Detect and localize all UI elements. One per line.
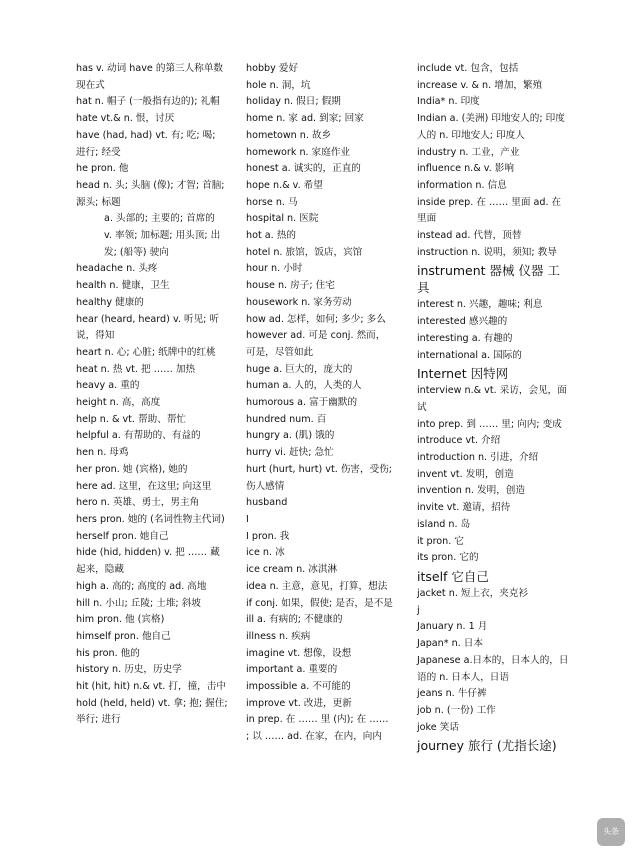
- word-entry: include vt. 包含，包括: [417, 63, 519, 74]
- word-entry: heavy a. 重的: [76, 380, 140, 392]
- word-entry: v. 率领; 加标题; 用头顶; 出发; (船等) 驶向: [104, 230, 221, 258]
- word-entry: Indian a. (美洲) 印地安人的; 印度人的 n. 印地安人; 印度人: [417, 113, 565, 141]
- word-entry: Japan* n. 日本: [417, 638, 483, 650]
- word-entry: herself pron. 她自己: [76, 530, 169, 542]
- word-entry: important a. 重要的: [246, 664, 338, 676]
- word-entry: January n. 1 月: [417, 621, 488, 633]
- word-entry: introduce vt. 介绍: [417, 435, 501, 447]
- word-entry: I pron. 我: [246, 530, 290, 542]
- word-entry: humorous a. 富于幽默的: [246, 397, 358, 409]
- word-entry: healthy 健康的: [76, 296, 144, 308]
- word-entry: inside prep. 在 …… 里面 ad. 在里面: [417, 196, 562, 225]
- word-entry: influence n.& v. 影响: [417, 163, 514, 175]
- word-entry: homework n. 家庭作业: [246, 146, 351, 158]
- word-entry: if conj. 如果，假使; 是否，是不是: [246, 597, 393, 609]
- word-entry: hat n. 帽子 (一般指有边的); 礼帽: [76, 96, 220, 108]
- word-entry: invent vt. 发明，创造: [417, 468, 514, 480]
- word-entry: how ad. 怎样，如何; 多少; 多么: [246, 313, 386, 325]
- word-entry: job n. (一份) 工作: [417, 704, 496, 716]
- word-entry: has v. 动词 have 的第三人称单数现在式: [76, 63, 224, 91]
- word-entry: ill a. 有病的; 不健康的: [246, 614, 343, 626]
- word-entry: hear (heard, heard) v. 听见; 听说，得知: [76, 313, 220, 342]
- word-entry: himself pron. 他自己: [76, 630, 171, 642]
- word-entry: heat n. 热 vt. 把 …… 加热: [76, 363, 196, 375]
- word-entry: itself 它自己: [417, 568, 489, 584]
- word-entry: housework n. 家务劳动: [246, 296, 352, 308]
- watermark-logo: 头条: [597, 818, 625, 846]
- word-entry: house n. 房子; 住宅: [246, 280, 335, 292]
- word-entry: hit (hit, hit) n.& vt. 打，撞，击中: [76, 681, 226, 693]
- word-entry: huge a. 巨大的，庞大的: [246, 363, 353, 375]
- word-entry: horse n. 马: [246, 196, 298, 208]
- word-entry: island n. 岛: [417, 518, 471, 530]
- word-entry: hurry vi. 赶快; 急忙: [246, 447, 334, 459]
- word-column-3: [417, 61, 569, 755]
- word-entry: hobby 爱好: [246, 63, 299, 74]
- word-entry: increase v. & n. 增加，繁殖: [417, 79, 543, 91]
- word-entry: his pron. 他的: [76, 647, 140, 659]
- word-entry: husband: [246, 497, 288, 509]
- word-entry: height n. 高，高度: [76, 397, 161, 409]
- word-entry: hospital n. 医院: [246, 213, 319, 225]
- word-entry: hold (held, held) vt. 拿; 抱; 握住; 举行; 进行: [76, 697, 228, 726]
- word-entry: her pron. 她 (宾格), 她的: [76, 463, 188, 475]
- word-entry: history n. 历史，历史学: [76, 664, 182, 676]
- word-entry: hot a. 热的: [246, 230, 296, 242]
- word-entry: international a. 国际的: [417, 349, 522, 361]
- word-entry: interested 感兴趣的: [417, 316, 508, 328]
- word-entry: hen n. 母鸡: [76, 447, 129, 459]
- word-entry: instruction n. 说明，须知; 教导: [417, 246, 557, 258]
- word-entry: jeans n. 牛仔裤: [417, 688, 487, 700]
- word-entry: holiday n. 假日; 假期: [246, 96, 341, 108]
- word-entry: instead ad. 代替，顶替: [417, 230, 522, 242]
- word-entry: honest a. 诚实的，正直的: [246, 163, 361, 175]
- word-entry: introduction n. 引进，介绍: [417, 452, 539, 464]
- word-entry: hometown n. 故乡: [246, 129, 332, 141]
- word-entry: hungry a. (肌) 饿的: [246, 430, 335, 442]
- word-entry: information n. 信息: [417, 179, 507, 191]
- word-entry: improve vt. 改进，更新: [246, 697, 352, 709]
- word-entry: interest n. 兴趣，趣味; 利息: [417, 299, 543, 311]
- word-entry: helpful a. 有帮助的、有益的: [76, 430, 201, 442]
- word-entry: interesting a. 有趣的: [417, 332, 513, 344]
- word-column-1: [76, 61, 228, 729]
- word-entry: hour n. 小时: [246, 263, 303, 275]
- word-entry: he pron. 他: [76, 163, 129, 175]
- word-entry: j: [417, 604, 420, 616]
- word-entry: industry n. 工业，产业: [417, 146, 520, 158]
- word-entry: however ad. 可是 conj. 然而，可是，尽管如此: [246, 330, 386, 358]
- word-entry: journey 旅行 (尤指长途): [417, 738, 557, 754]
- word-entry: idea n. 主意，意见，打算，想法: [246, 580, 388, 592]
- word-entry: ice n. 冰: [246, 547, 285, 559]
- word-entry: him pron. 他 (宾格): [76, 614, 165, 626]
- word-entry: jacket n. 短上衣，夹克衫: [417, 587, 529, 599]
- word-entry: Japanese a.日本的，日本人的，日语的 n. 日本人，日语: [417, 654, 569, 683]
- word-entry: India* n. 印度: [417, 96, 480, 108]
- word-entry: it pron. 它: [417, 535, 464, 547]
- word-entry: hero n. 英雄、勇士，男主角: [76, 497, 200, 509]
- word-entry: hundred num. 百: [246, 413, 327, 425]
- word-entry: hill n. 小山; 丘陵; 土堆; 斜坡: [76, 597, 201, 609]
- word-entry: imagine vt. 想像，设想: [246, 647, 352, 659]
- word-entry: in prep. 在 …… 里 (内); 在 …… ; 以 …… ad. 在家，在内，向内: [246, 714, 389, 743]
- word-entry: help n. & vt. 帮助、帮忙: [76, 413, 187, 425]
- word-entry: instrument 器械 仪器 工具: [417, 263, 560, 296]
- word-entry: invention n. 发明，创造: [417, 485, 525, 497]
- word-entry: headache n. 头疼: [76, 263, 158, 275]
- word-entry: hate vt.& n. 恨，讨厌: [76, 113, 175, 125]
- word-entry: heart n. 心; 心脏; 纸牌中的红桃: [76, 346, 216, 358]
- word-entry: hers pron. 她的 (名词性物主代词): [76, 513, 225, 525]
- word-entry: human a. 人的，人类的人: [246, 380, 362, 392]
- word-entry: invite vt. 邀请，招待: [417, 502, 511, 514]
- word-entry: Internet 因特网: [417, 366, 509, 382]
- word-entry: impossible a. 不可能的: [246, 681, 351, 693]
- word-entry: hole n. 洞，坑: [246, 79, 311, 91]
- word-entry: I: [246, 513, 249, 525]
- word-entry: ice cream n. 冰淇淋: [246, 564, 338, 576]
- word-entry: hurt (hurt, hurt) vt. 伤害，受伤; 伤人感情: [246, 463, 393, 492]
- word-entry: high a. 高的; 高度的 ad. 高地: [76, 580, 207, 592]
- word-entry: home n. 家 ad. 到家; 回家: [246, 113, 364, 125]
- word-entry: into prep. 到 …… 里; 向内; 变成: [417, 418, 562, 430]
- word-entry: joke 笑话: [417, 721, 459, 733]
- word-entry: hotel n. 旅馆，饭店，宾馆: [246, 246, 363, 258]
- word-entry: its pron. 它的: [417, 552, 479, 564]
- word-entry: have (had, had) vt. 有; 吃; 喝; 进行; 经受: [76, 129, 216, 158]
- word-column-2: [246, 61, 394, 746]
- word-entry: illness n. 疾病: [246, 630, 311, 642]
- word-entry: hope n.& v. 希望: [246, 179, 323, 191]
- word-entry: here ad. 这里，在这里; 向这里: [76, 480, 212, 492]
- word-entry: interview n.& vt. 采访，会见，面试: [417, 385, 567, 413]
- word-entry: hide (hid, hidden) v. 把 …… 藏起来，隐藏: [76, 547, 220, 576]
- word-entry: health n. 健康，卫生: [76, 280, 170, 292]
- word-entry: a. 头部的; 主要的; 首席的: [104, 213, 215, 225]
- word-entry: head n. 头; 头脑 (像); 才智; 首脑; 源头; 标题: [76, 179, 225, 208]
